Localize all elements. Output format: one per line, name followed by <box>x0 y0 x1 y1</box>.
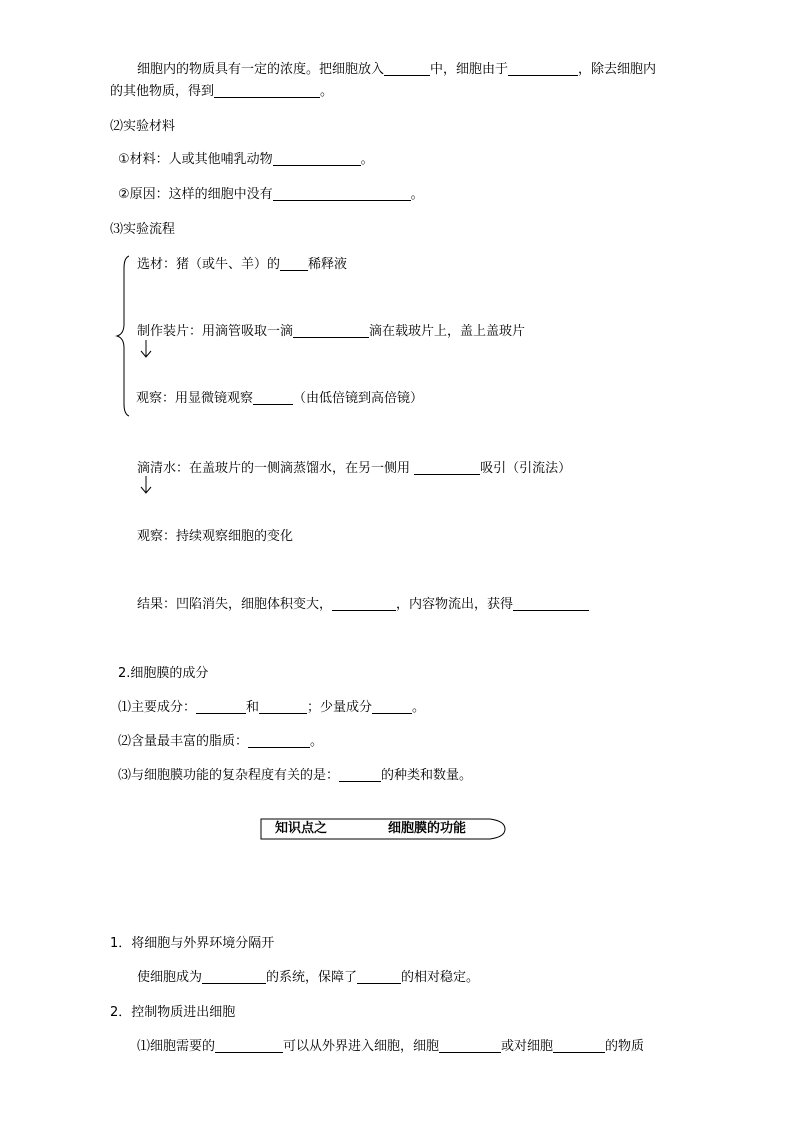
function-heading-2: 2．控制物质进出细胞 <box>110 1005 236 1020</box>
banner-left-text: 知识点之 <box>275 821 328 836</box>
blank <box>215 1038 283 1053</box>
step-result: 结果：凹陷消失，细胞体积变大， ，内容物流出，获得 <box>137 596 589 614</box>
step-add-water: 滴清水：在盖玻片的一侧滴蒸馏水，在另一侧用 吸引（引流法） <box>137 461 572 476</box>
section-heading-membrane: 2.细胞膜的成分 <box>118 666 209 681</box>
membrane-line-3: ⑶与细胞膜功能的复杂程度有关的是： 的种类和数量。 <box>118 768 473 783</box>
blank <box>202 969 266 984</box>
blank <box>372 699 412 714</box>
blank <box>339 767 381 782</box>
blank <box>384 61 430 76</box>
step-observe-1: 观察：用显微镜观察 （由低倍镜到高倍镜） <box>136 391 424 406</box>
function-line-2: ⑴细胞需要的 可以从外界进入细胞，细胞 或对细胞 的物质 <box>137 1039 645 1054</box>
membrane-line-1: ⑴主要成分： 和 ；少量成分 。 <box>118 700 426 715</box>
step-make-slide: 制作装片：用滴管吸取一滴 滴在载玻片上，盖上盖玻片 <box>137 324 526 339</box>
blank <box>357 969 401 984</box>
banner-right-text: 细胞膜的功能 <box>388 821 467 836</box>
blank <box>196 699 246 714</box>
section-heading-procedure: ⑶实验流程 <box>110 222 176 237</box>
function-heading-1: 1．将细胞与外界环境分隔开 <box>110 936 275 951</box>
step-select-material: 选材：猪（或牛、羊）的 稀释液 <box>137 257 348 272</box>
blank <box>253 390 293 405</box>
blank <box>273 186 411 201</box>
blank <box>248 733 310 748</box>
intro-line-1: 细胞内的物质具有一定的浓度。把细胞放入 中，细胞由于 ，除去细胞内 <box>137 62 657 77</box>
blank <box>513 596 589 611</box>
down-arrow-icon <box>139 475 153 495</box>
blank <box>332 596 396 611</box>
blank <box>259 699 307 714</box>
blank <box>273 151 361 166</box>
blank <box>508 61 578 76</box>
reason-line: ②原因：这样的细胞中没有 。 <box>118 187 424 202</box>
blank <box>280 256 308 271</box>
blank <box>414 460 480 475</box>
intro-line-2: 的其他物质，得到 。 <box>110 84 334 99</box>
blank <box>214 83 320 98</box>
down-arrow-icon <box>139 339 153 359</box>
left-brace <box>114 254 134 418</box>
step-observe-2: 观察：持续观察细胞的变化 <box>137 529 294 544</box>
blank <box>553 1038 605 1053</box>
function-line-1: 使细胞成为 的系统，保障了 的相对稳定。 <box>137 970 480 985</box>
section-heading-materials: ⑵实验材料 <box>110 119 176 134</box>
material-line: ①材料：人或其他哺乳动物 。 <box>118 152 374 167</box>
blank <box>439 1038 501 1053</box>
knowledge-point-banner <box>260 818 506 840</box>
membrane-line-2: ⑵含量最丰富的脂质： 。 <box>118 734 324 749</box>
blank <box>293 323 369 338</box>
